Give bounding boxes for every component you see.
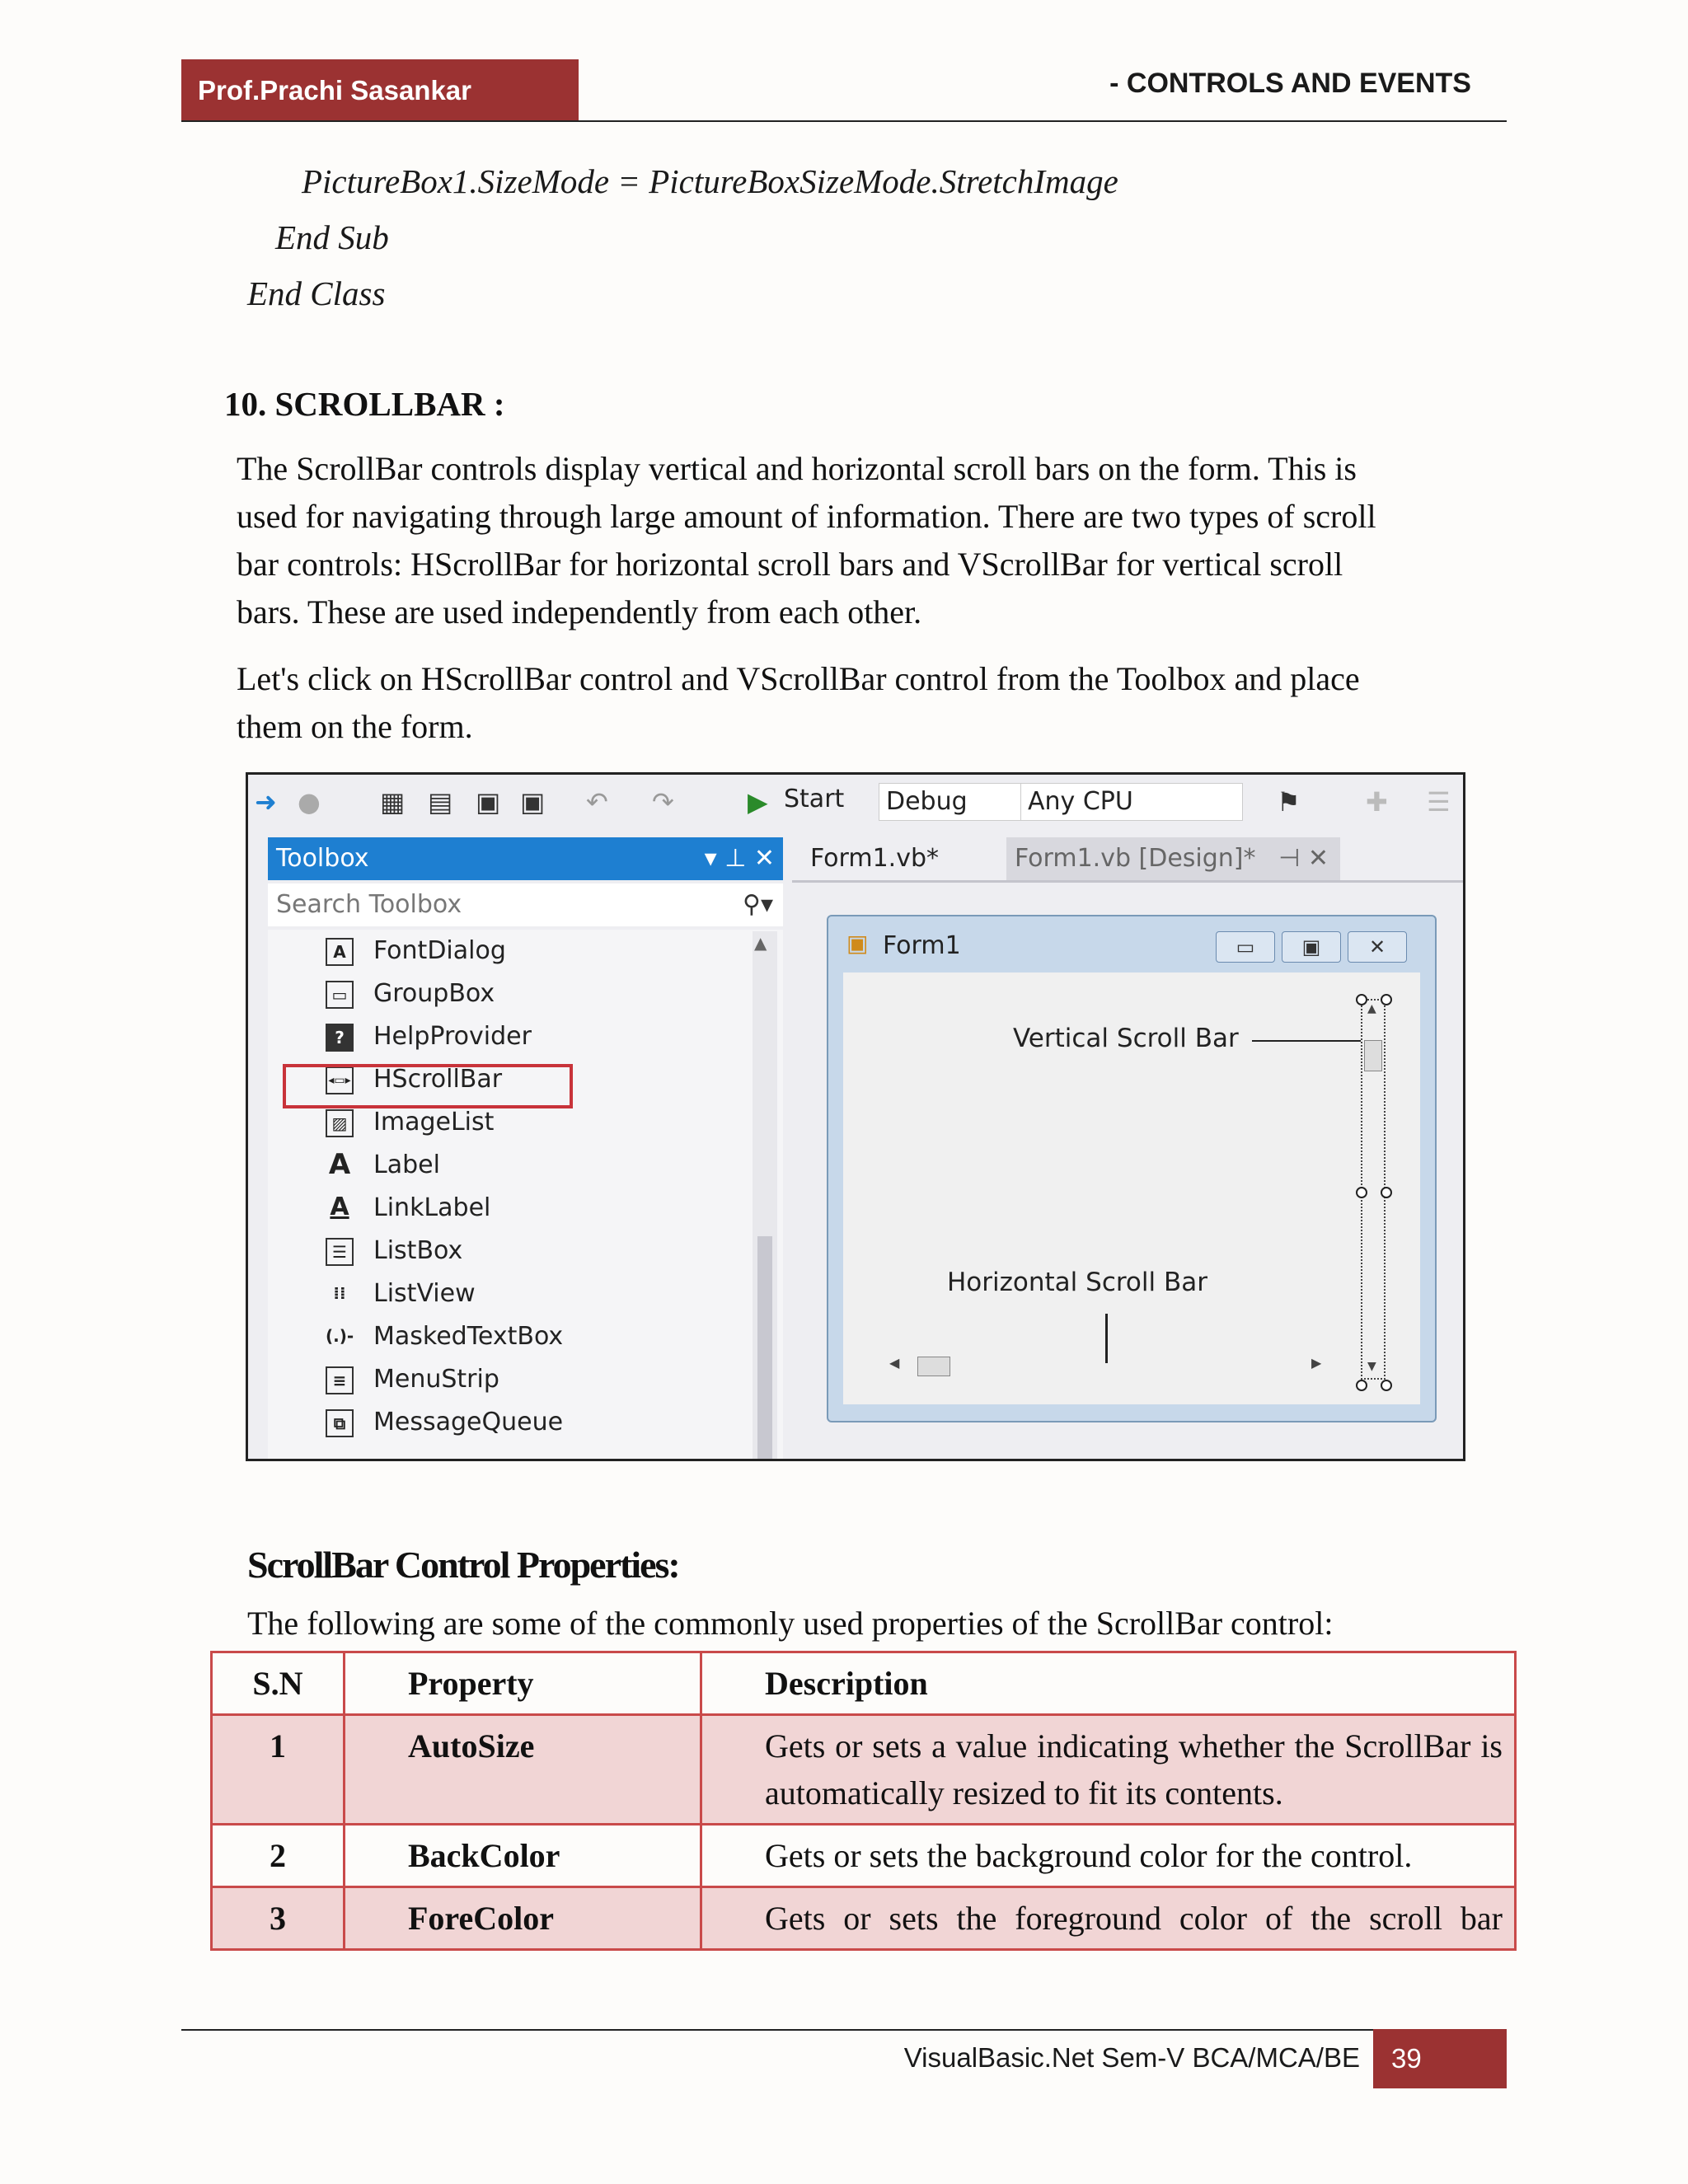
save-icon[interactable]: ▣ (476, 786, 501, 818)
messagequeue-icon: ⧉ (326, 1409, 354, 1437)
table-cell-property: BackColor (345, 1825, 701, 1887)
table-header-row (212, 1652, 1516, 1715)
toolbox-item[interactable]: ☰ ListBox (301, 1233, 762, 1274)
paragraph-line: used for navigating through large amount of information. There are two types of scroll (237, 498, 1376, 535)
pin-close-icon[interactable]: ▾ ⊥ ✕ (704, 844, 775, 873)
tab-form1-vb[interactable]: Form1.vb* (810, 844, 939, 873)
properties-intro: The following are some of the commonly used properties of the ScrollBar control: (247, 1605, 1334, 1642)
section-paragraph-2 (237, 655, 1483, 751)
toolbox-item-hscrollbar[interactable]: ◂▭▸ HScrollBar (301, 1062, 762, 1103)
search-placeholder: Search Toolbox (276, 890, 462, 919)
save-all-icon[interactable]: ▣ (520, 786, 546, 818)
fontdialog-icon: A (326, 938, 354, 966)
table-row (212, 1887, 1516, 1950)
groupbox-icon: ▭ (326, 981, 354, 1009)
properties-title: ScrollBar Control Properties: (247, 1544, 679, 1586)
table-header: Property (345, 1652, 701, 1715)
ide-screenshot (246, 772, 1465, 1461)
start-button[interactable]: Start (784, 785, 845, 813)
resize-handle[interactable] (1381, 1380, 1392, 1391)
listview-icon: ⁞⁞ (333, 1283, 346, 1303)
toolbox-item[interactable]: ▨ ImageList (301, 1104, 762, 1146)
table-cell-description: Gets or sets a value indicating whether the ScrollBar is automatically resized to fit its contents. (701, 1715, 1516, 1825)
maximize-button[interactable]: ▣ (1282, 931, 1341, 963)
footer-text: VisualBasic.Net Sem-V BCA/MCA/BE (903, 2042, 1360, 2073)
layout-icon[interactable]: ✚ (1366, 786, 1388, 818)
form-title: Form1 (883, 931, 961, 960)
hscroll-left-icon[interactable]: ◀ (889, 1355, 900, 1371)
toolbox-item[interactable]: A FontDialog (301, 933, 762, 974)
toolbox-item[interactable]: ▭ GroupBox (301, 976, 762, 1017)
start-icon[interactable]: ▶ (748, 786, 768, 818)
header-rule (181, 120, 1507, 122)
resize-handle[interactable] (1381, 994, 1392, 1005)
vscroll-thumb[interactable] (1364, 1040, 1382, 1071)
paragraph-line: The ScrollBar controls display vertical and horizontal scroll bars on the form. This is (237, 450, 1357, 487)
table-cell-property: ForeColor (345, 1887, 701, 1950)
minimize-button[interactable]: ▭ (1216, 931, 1275, 963)
hscroll-right-icon[interactable]: ▶ (1311, 1355, 1322, 1371)
toolbox-item[interactable]: (.)- MaskedTextBox (326, 1322, 564, 1351)
toolbox-title: Toolbox (276, 844, 369, 873)
resize-handle[interactable] (1356, 994, 1367, 1005)
paragraph-line: bars. These are used independently from each other. (237, 593, 922, 630)
ide-toolbar (248, 775, 1463, 834)
hscrollbar-icon: ◂▭▸ (326, 1066, 354, 1094)
toolbox-scroll-thumb[interactable] (757, 1236, 772, 1459)
code-line: End Class (247, 274, 386, 312)
toolbox-item[interactable]: A Label (301, 1147, 762, 1188)
menustrip-icon: ≡ (326, 1366, 354, 1394)
listbox-icon: ☰ (326, 1238, 354, 1266)
horizontal-scroll-bar-label: Horizontal Scroll Bar (947, 1268, 1207, 1297)
table-row (212, 1715, 1516, 1825)
header-chapter: - CONTROLS AND EVENTS (1109, 68, 1471, 99)
toolbox-list (268, 930, 783, 1461)
imagelist-icon: ▨ (326, 1109, 354, 1137)
table-header: S.N (212, 1652, 345, 1715)
table-header: Description (701, 1652, 1516, 1715)
footer-rule (181, 2029, 1507, 2031)
toolbox-item[interactable]: ≡ MenuStrip (301, 1361, 762, 1403)
paragraph-line: bar controls: HScrollBar for horizontal scroll bars and VScrollBar for vertical scroll (237, 546, 1343, 583)
toolbox-search-input[interactable] (268, 883, 783, 926)
section-paragraph-1 (237, 445, 1483, 636)
platform-dropdown[interactable]: Any CPU (1020, 783, 1243, 821)
properties-table (210, 1651, 1517, 1951)
forward-icon[interactable]: ● (298, 786, 321, 818)
paragraph-line: Let's click on HScrollBar control and VScrollBar control from the Toolbox and place (237, 660, 1360, 697)
code-line: End Sub (275, 218, 389, 256)
section-title: 10. SCROLLBAR : (224, 385, 505, 423)
resize-handle[interactable] (1356, 1187, 1367, 1198)
resize-handle[interactable] (1356, 1380, 1367, 1391)
new-project-icon[interactable]: ▦ (380, 786, 406, 818)
toolbox-item[interactable]: ⧉ MessageQueue (301, 1404, 762, 1446)
code-line: PictureBox1.SizeMode = PictureBoxSizeMode.StretchImage (302, 162, 1118, 200)
header-author: Prof.Prachi Sasankar (181, 59, 579, 121)
hscrollbar-highlight-box (283, 1064, 573, 1108)
toolbox-item[interactable]: ⁞⁞ ListView (301, 1276, 762, 1317)
toolbox-header[interactable] (268, 837, 783, 880)
tab-form1-design[interactable] (1006, 837, 1340, 880)
form-app-icon: ▣ (846, 930, 869, 957)
search-icon[interactable]: ⚲▾ (742, 890, 773, 919)
tab-label: Form1.vb [Design]* (1015, 844, 1256, 873)
close-button[interactable]: ✕ (1348, 931, 1407, 963)
config-dropdown[interactable]: Debug (879, 783, 1035, 821)
help-icon: ? (326, 1024, 354, 1052)
linklabel-icon: A (330, 1193, 349, 1221)
toolbox-item[interactable]: A LinkLabel (301, 1190, 762, 1231)
undo-icon[interactable]: ↶ (586, 786, 608, 818)
find-icon[interactable]: ⚑ (1277, 786, 1301, 818)
tab-pin-close-icon[interactable]: ⊣ ✕ (1278, 844, 1329, 873)
vscroll-down-icon[interactable]: ▼ (1367, 1360, 1376, 1373)
tab-underline (792, 880, 1463, 883)
vertical-pointer-line (1252, 1040, 1361, 1042)
align-icon[interactable]: ☰ (1427, 786, 1451, 818)
vertical-scroll-bar-label: Vertical Scroll Bar (1013, 1024, 1239, 1053)
toolbox-item[interactable]: ? HelpProvider (301, 1019, 762, 1060)
table-cell-sn: 2 (212, 1825, 345, 1887)
table-cell-description: Gets or sets the background color for the control. (701, 1825, 1516, 1887)
redo-icon[interactable]: ↷ (652, 786, 674, 818)
table-row (212, 1825, 1516, 1887)
back-icon[interactable]: ➜ (255, 786, 277, 818)
open-icon[interactable]: ▤ (428, 786, 453, 818)
hscroll-thumb[interactable] (917, 1357, 950, 1376)
paragraph-line: them on the form. (237, 708, 473, 745)
label-icon: A (328, 1148, 351, 1181)
vscroll-up-icon[interactable]: ▲ (1367, 1002, 1376, 1015)
page-number: 39 (1373, 2029, 1507, 2088)
table-cell-sn: 3 (212, 1887, 345, 1950)
scroll-up-icon[interactable]: ▲ (754, 933, 767, 953)
table-cell-description: Gets or sets the foreground color of the scroll bar (701, 1887, 1516, 1950)
maskedtextbox-icon: (.)- (326, 1326, 354, 1346)
table-cell-property: AutoSize (345, 1715, 701, 1825)
resize-handle[interactable] (1381, 1187, 1392, 1198)
table-cell-sn: 1 (212, 1715, 345, 1825)
